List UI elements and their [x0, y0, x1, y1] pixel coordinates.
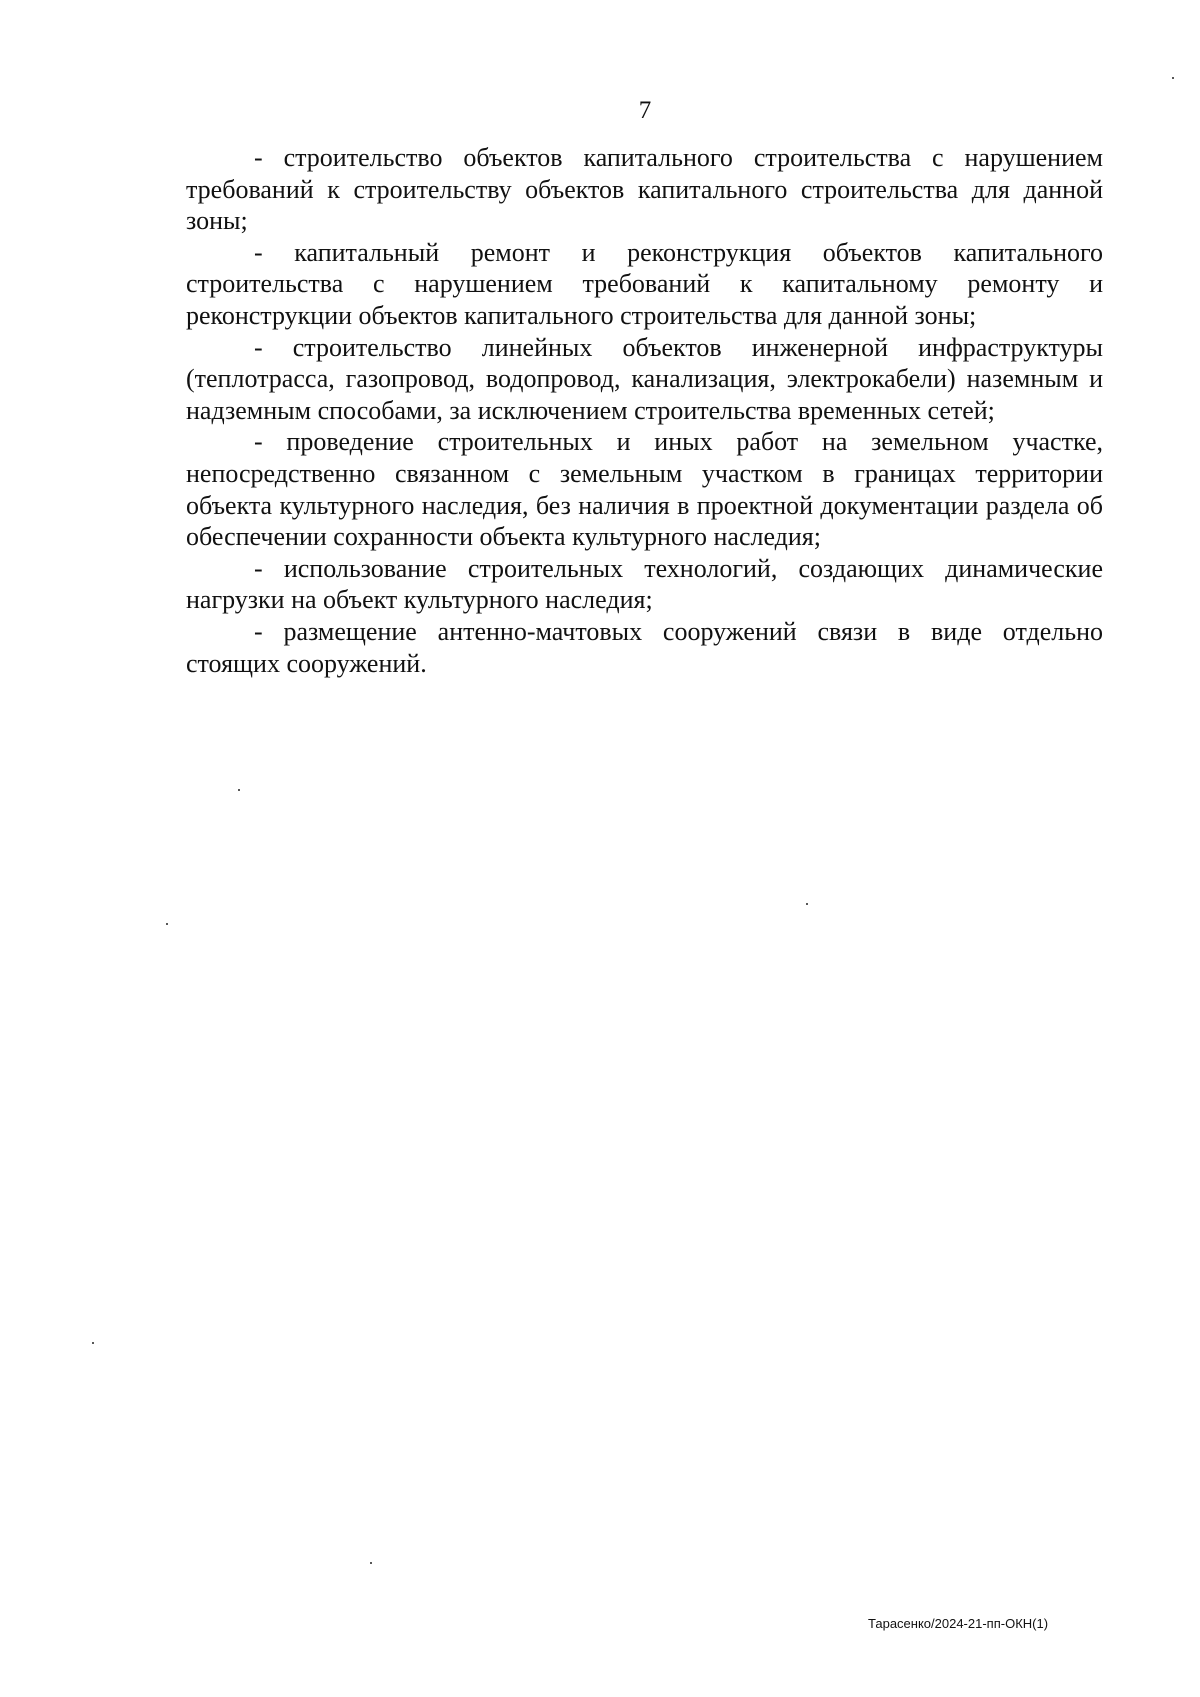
footer-reference: Тарасенко/2024-21-пп-ОКН(1): [868, 1616, 1049, 1631]
paragraph: - строительство объектов капитального строительства с нарушением требований к строительству объектов капитального строительства для данной зоны;: [186, 143, 1103, 236]
paragraph: - размещение антенно-мачтовых сооружений связи в виде отдельно стоящих сооружений.: [186, 616, 1103, 678]
scan-speck: [166, 923, 168, 925]
paragraph: - использование строительных технологий, создающих динамические нагрузки на объект культурного наследия;: [186, 553, 1103, 615]
paragraph: - проведение строительных и иных работ на земельном участке, непосредственно связанном с земельным участком в границах территории объекта культурного наследия, без наличия в проектной документации раздела об обеспечении сохранности объекта культурного наследия;: [186, 427, 1103, 552]
scan-speck: [806, 903, 808, 905]
scan-speck: [92, 1342, 94, 1344]
paragraph: - строительство линейных объектов инженерной инфраструктуры (теплотрасса, газопровод, водопровод, канализация, электрокабели) наземным и надземным способами, за исключением строительства временных сетей;: [186, 332, 1103, 425]
paragraph: - капитальный ремонт и реконструкция объектов капитального строительства с нарушением требований к капитальному ремонту и реконструкции объектов капитального строительства для данной зоны;: [186, 237, 1103, 330]
scan-speck: [238, 789, 240, 791]
scan-speck: [1172, 77, 1174, 79]
page-number: 7: [638, 97, 652, 124]
scan-speck: [370, 1562, 372, 1564]
document-body: [186, 142, 1103, 679]
